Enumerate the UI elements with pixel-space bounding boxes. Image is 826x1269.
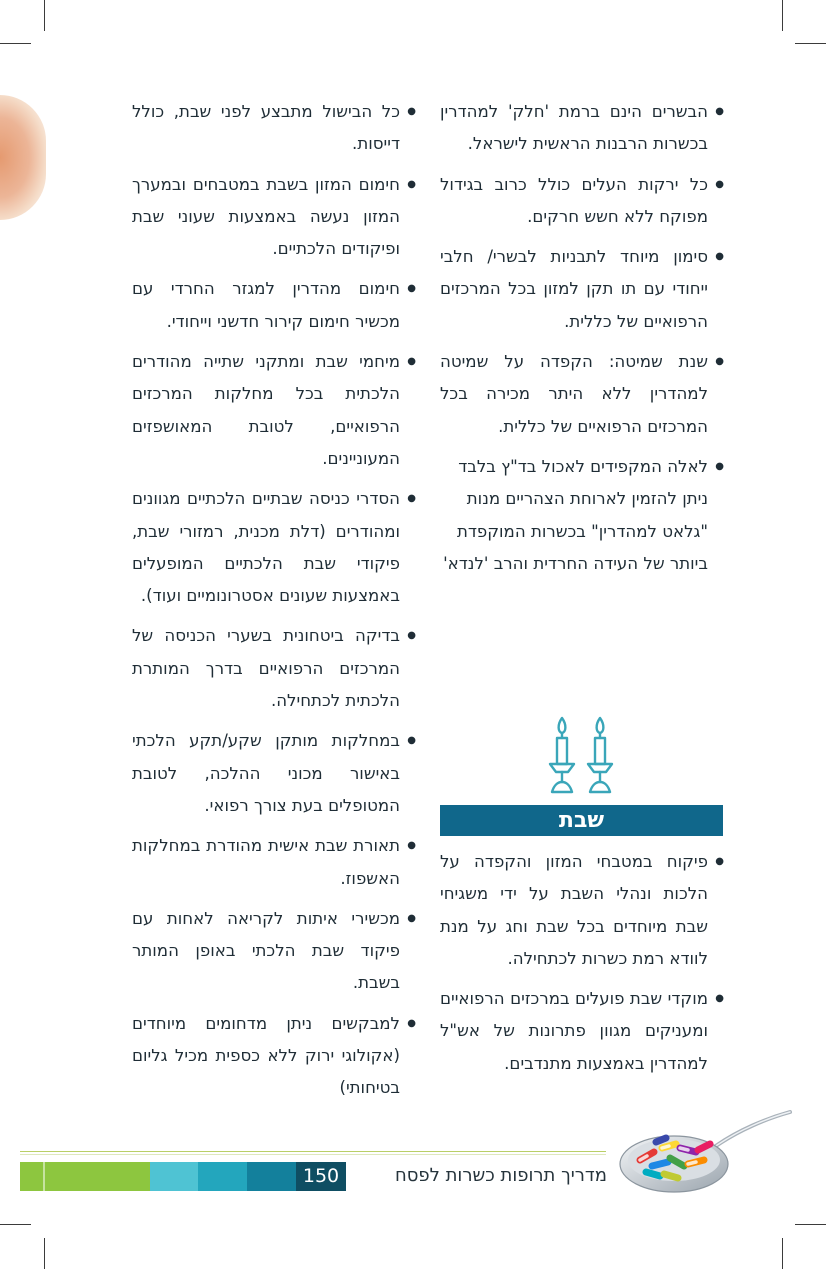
list-item: ● לאלה המקפידים לאכול בד"ץ בלבד ניתן להזמין לארוחת הצהריים מנות "גלאט למהדרין" בכשרות המוקפדת ביותר של העידה החרדית והרב 'לנדא' <box>440 451 724 580</box>
list-item: ● הסדרי כניסה שבתיים הלכתיים מגוונים ומהודרים (דלת מכנית, רמזורי שבת, פיקודי שבת הלכתיים המופעלים באמצעות שעונים אסטרונומיים ועוד). <box>132 483 416 612</box>
list-item: ● במחלקות מותקן שקע/תקע הלכתי באישור מכוני ההלכה, לטובת המטופלים בעת צורך רפואי. <box>132 725 416 822</box>
list-item: ● חימום מהדרין למגזר החרדי עם מכשיר חימום קירור חדשני וייחודי. <box>132 273 416 338</box>
shabbat-candles-icon <box>544 716 620 794</box>
shabbat-column <box>440 846 724 1088</box>
shabbat-services-column <box>132 96 416 1113</box>
shabbat-services-list <box>132 96 416 1105</box>
footer-rule <box>20 1154 606 1155</box>
list-item: ● מיחמי שבת ומתקני שתייה מהודרים הלכתית בכל מחלקות המרכזים הרפואיים, לטובת המאושפזים המעוניינים. <box>132 346 416 475</box>
footer-title: מדריך תרופות כשרות לפסח <box>394 1165 607 1186</box>
list-item: ● סימון מיוחד לתבניות לבשרי/ חלבי ייחודי עם תו תקן למזון בכל המרכזים הרפואיים של כללית. <box>440 241 724 338</box>
crop-mark <box>782 1238 783 1269</box>
kashrut-list <box>440 96 724 580</box>
footer-color-segment <box>20 1162 150 1191</box>
list-item: ● בדיקה ביטחונית בשערי הכניסה של המרכזים הרפואיים בדרך המותרת הלכתית לכתחילה. <box>132 620 416 717</box>
list-item: ● פיקוח במטבחי המזון והקפדה על הלכות ונהלי השבת על ידי משגיחי שבת מיוחדים בכל שבת וחג על מנת לוודא רמת כשרות לכתחילה. <box>440 846 724 975</box>
crop-mark <box>44 1238 45 1269</box>
list-item: ● למבקשים ניתן מדחומים מיוחדים (אקולוגי ירוק ללא כספית מכיל גליום בטיחותי) <box>132 1008 416 1105</box>
list-item: ● מכשירי איתות לקריאה לאחות עם פיקוד שבת הלכתי באופן המותר בשבת. <box>132 903 416 1000</box>
crop-mark <box>795 1224 826 1225</box>
page-number: 150 <box>296 1162 346 1191</box>
crop-mark <box>0 43 31 44</box>
list-item: ● תאורת שבת אישית מהודרת במחלקות האשפוז. <box>132 830 416 895</box>
pill-spoon-icon <box>618 1108 794 1196</box>
kashrut-right-column <box>440 96 724 588</box>
list-item: ● כל ירקות העלים כולל כרוב בגידול מפוקח ללא חשש חרקים. <box>440 169 724 234</box>
orange-peel-decoration <box>0 95 46 220</box>
footer-rule <box>20 1151 606 1152</box>
footer-color-segment <box>247 1162 296 1191</box>
list-item: ● כל הבישול מתבצע לפני שבת, כולל דייסות. <box>132 96 416 161</box>
footer-color-segment <box>198 1162 247 1191</box>
list-item: ● מוקדי שבת פועלים במרכזים הרפואיים ומעניקים מגוון פתרונות של אש"ל למהדרין באמצעות מתנדבים. <box>440 983 724 1080</box>
list-item: ● חימום המזון בשבת במטבחים ובמערך המזון נעשה באמצעות שעוני שבת ופיקודים הלכתיים. <box>132 169 416 266</box>
list-item: ● שנת שמיטה: הקפדה על שמיטה למהדרין ללא היתר מכירה בכל המרכזים הרפואיים של כללית. <box>440 346 724 443</box>
list-item: ● הבשרים הינם ברמת 'חלק' למהדרין בכשרות הרבנות הראשית לישראל. <box>440 96 724 161</box>
crop-mark <box>44 0 45 31</box>
crop-mark <box>0 1224 31 1225</box>
shabbat-list <box>440 846 724 1080</box>
footer-color-segment <box>150 1162 198 1191</box>
footer-color-segment <box>43 1162 45 1191</box>
crop-mark <box>782 0 783 31</box>
crop-mark <box>795 43 826 44</box>
section-title-shabbat: שבת <box>440 805 723 836</box>
